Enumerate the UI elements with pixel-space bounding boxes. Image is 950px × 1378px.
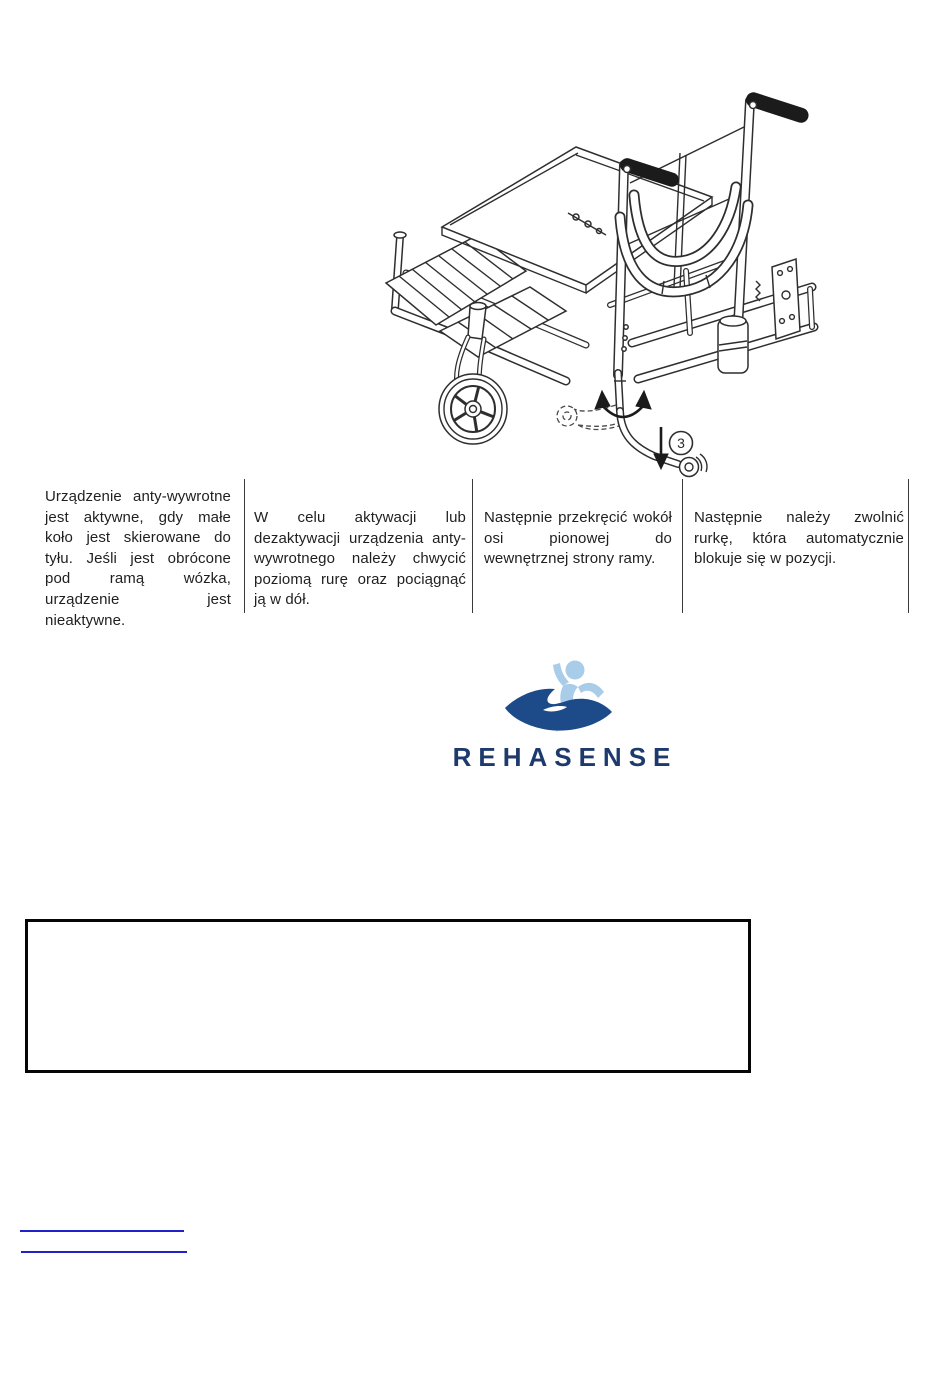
rehasense-logo xyxy=(435,656,695,773)
instruction-column-4: Następnie należy zwolnić rurkę, która automatycznie blokuje się w pozycji. xyxy=(694,509,904,568)
footer-link-underline-1[interactable] xyxy=(20,1230,184,1232)
instruction-column-1: Urządzenie anty-wywrotne jest aktywne, gdy małe koło jest skierowane do tyłu. Jeśli jest obrócone pod ramą wózka, urządzenie jest nieaktywne. xyxy=(45,488,231,629)
logo-wordmark: REHASENSE xyxy=(452,742,678,772)
step-number-label: 3 xyxy=(677,435,685,451)
instruction-column-3: Następnie przekręcić wokół osi pionowej do wewnętrznej strony ramy. xyxy=(484,509,672,568)
hand-and-person-icon xyxy=(503,656,627,738)
note-box xyxy=(25,919,751,1073)
footer-link-underline-2[interactable] xyxy=(21,1251,187,1253)
column-divider-4 xyxy=(908,479,909,613)
instruction-column-2: W celu aktywacji lub dezaktywacji urządzenia anty-wywrotnego należy chwycić poziomą rurę oraz pociągnąć ją w dół. xyxy=(254,509,466,609)
column-divider-2 xyxy=(472,479,473,613)
column-divider-1 xyxy=(244,479,245,613)
column-divider-3 xyxy=(682,479,683,613)
anti-tip-device-illustration xyxy=(380,75,825,480)
